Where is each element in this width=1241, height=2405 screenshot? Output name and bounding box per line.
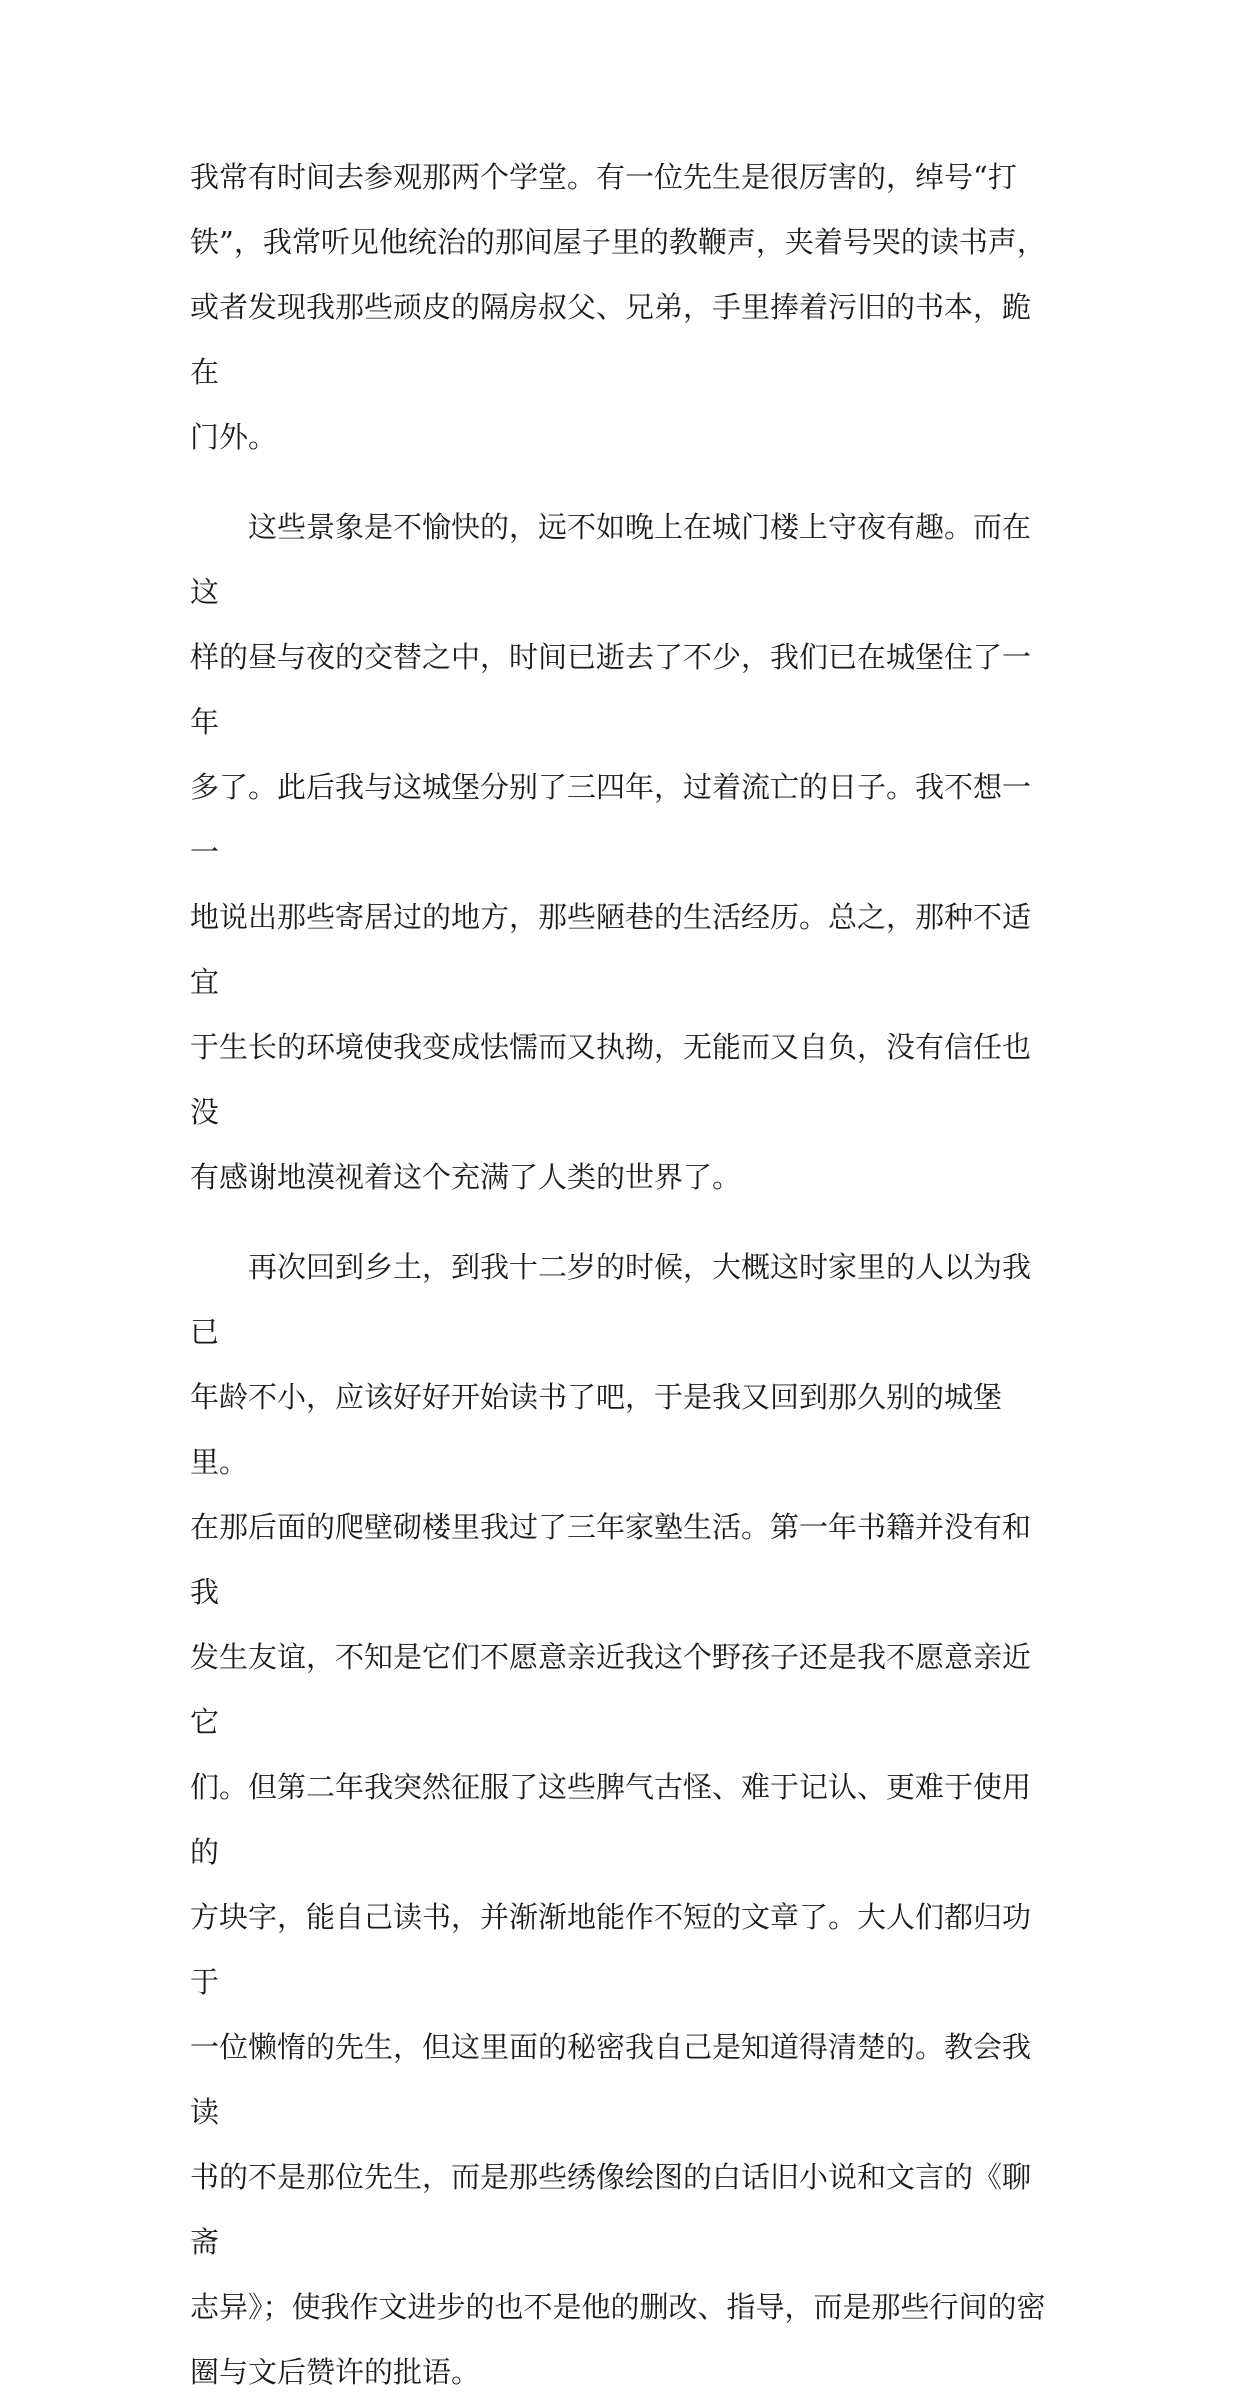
paragraph-1: 我常有时间去参观那两个学堂。有一位先生是很厉害的，绰号“打 铁”，我常听见他统治的那间屋子里的教鞭声，夹着号哭的读书声， 或者发现我那些顽皮的隔房叔父、兄弟，手里捧着污旧的书本，跪在 门外。 — [190, 160, 1046, 454]
body-text — [190, 145, 1050, 2405]
paragraph-2: 这些景象是不愉快的，远不如晚上在城门楼上守夜有趣。而在这 样的昼与夜的交替之中，时间已逝去了不少，我们已在城堡住了一年 多了。此后我与这城堡分别了三四年，过着流亡的日子。我不想一一 地说出那些寄居过的地方，那些陋巷的生活经历。总之，那种不适宜 于生长的环境使我变成怯懦而又执拗，无能而又自负，没有信任也没 有感谢地漠视着这个充满了人类的世界了。 — [190, 510, 1032, 1194]
paragraph-3: 再次回到乡土，到我十二岁的时候，大概这时家里的人以为我已 年龄不小，应该好好开始读书了吧，于是我又回到那久别的城堡里。 在那后面的爬壁砌楼里我过了三年家塾生活。第一年书籍并没有和我 发生友谊，不知是它们不愿意亲近我这个野孩子还是我不愿意亲近它 们。但第二年我突然征服了这些脾气古怪、难于记认、更难于使用的 方块字，能自己读书，并渐渐地能作不短的文章了。大人们都归功于 一位懒惰的先生，但这里面的秘密我自己是知道得清楚的。教会我读 书的不是那位先生，而是那些绣像绘图的白话旧小说和文言的《聊斋 志异》；使我作文进步的也不是他的删改、指导，而是那些行间的密 圈与文后赞许的批语。 — [190, 1250, 1046, 2389]
